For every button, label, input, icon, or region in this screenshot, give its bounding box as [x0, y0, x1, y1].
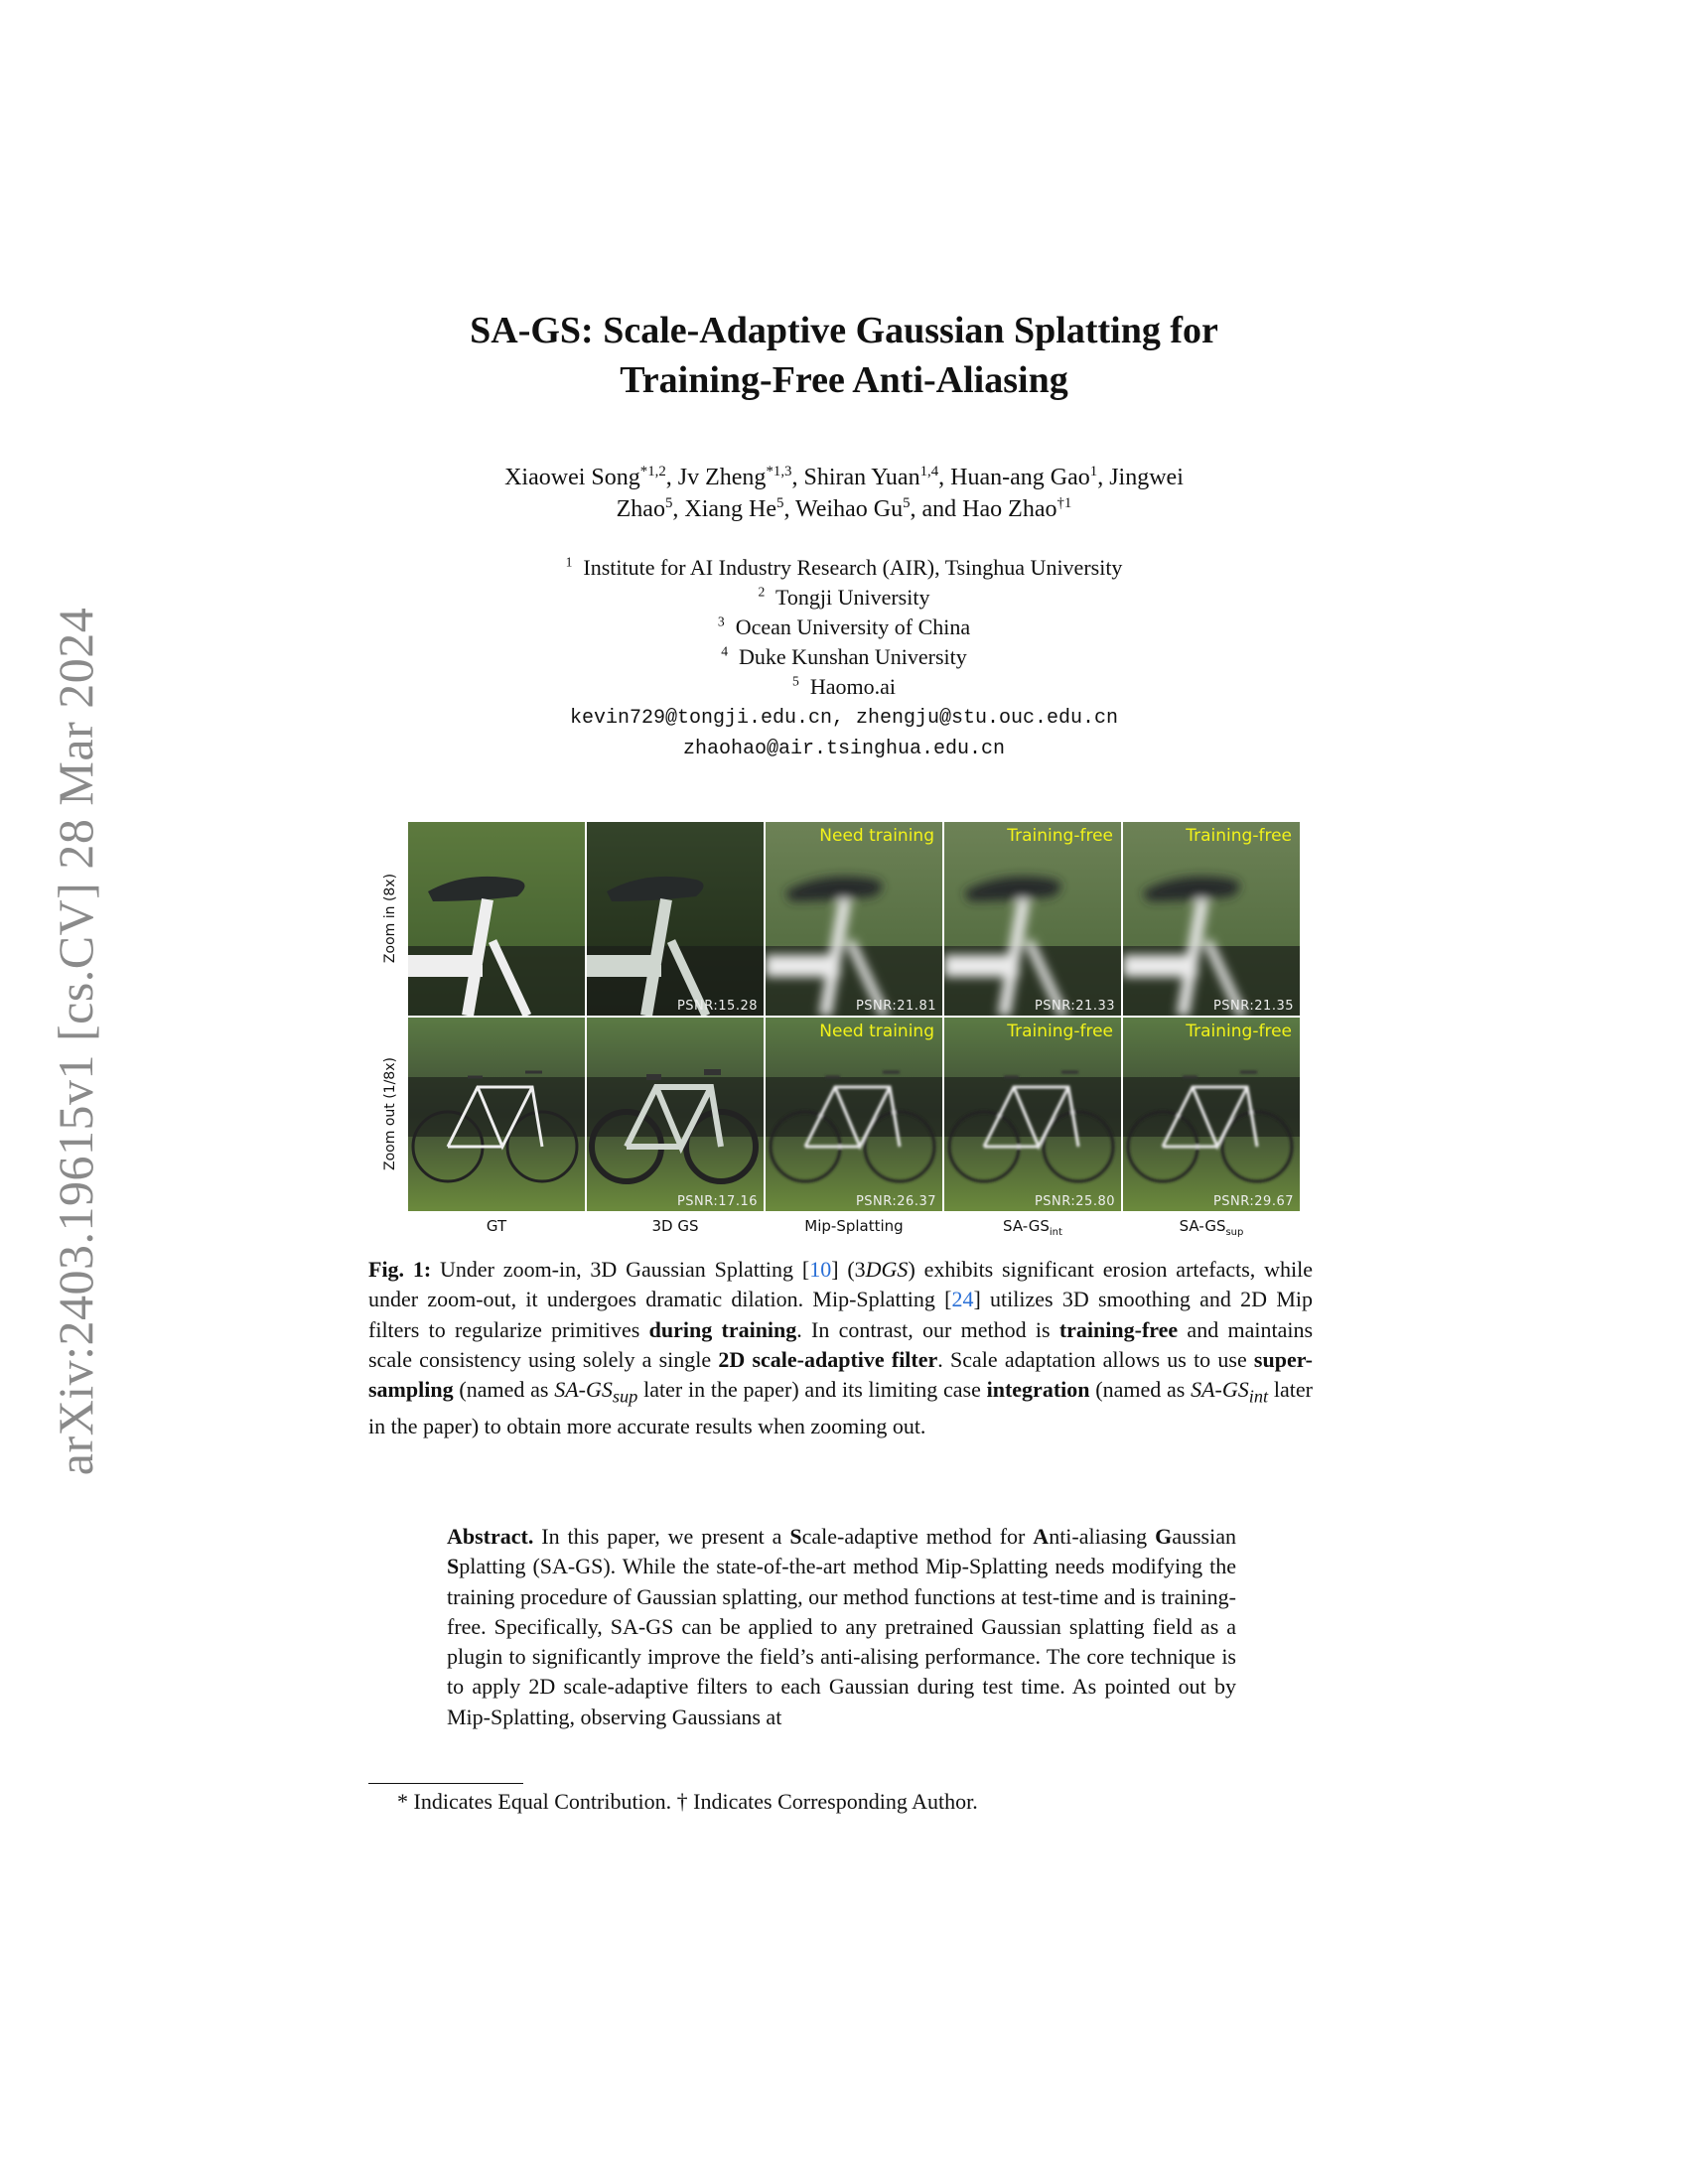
- author-affiliation-mark: 5: [776, 495, 784, 511]
- affiliations: [0, 553, 1688, 702]
- text-run: later in the paper) and its limiting case: [637, 1377, 987, 1403]
- figure-panel: [1123, 1018, 1300, 1211]
- author-affiliation-mark: †1: [1056, 495, 1072, 511]
- affiliation-name: Ocean University of China: [735, 614, 971, 639]
- bold-text: Fig. 1:: [368, 1257, 432, 1282]
- authors-line-1: [0, 462, 1688, 493]
- figure-image-grid: [408, 822, 1299, 1211]
- panel-image: [1123, 1018, 1300, 1211]
- panel-image: [408, 822, 585, 1016]
- text-run: In this paper, we present a: [533, 1524, 790, 1549]
- affiliation-number: 1: [565, 554, 573, 570]
- panel-tag: Training-free: [1186, 826, 1292, 846]
- text-run: . In contrast, our method is: [796, 1316, 1059, 1342]
- psnr-label: PSNR:29.67: [1212, 1194, 1294, 1209]
- column-label-text: Mip-Splatting: [804, 1217, 904, 1235]
- panel-image: [944, 1018, 1121, 1211]
- panel-image: [944, 822, 1121, 1016]
- authors-line-2: [0, 493, 1688, 525]
- affiliation-number: 2: [758, 584, 766, 600]
- column-label-text: GT: [486, 1217, 507, 1235]
- psnr-label: PSNR:17.16: [676, 1194, 758, 1209]
- text-run: aussian: [1172, 1524, 1236, 1549]
- author-affiliation-mark: 1: [1089, 464, 1098, 479]
- author-list: [0, 462, 1688, 525]
- italic-text: SA-GS: [1191, 1377, 1249, 1403]
- column-label: [408, 1217, 585, 1238]
- affiliation-number: 3: [717, 614, 725, 629]
- figure-caption: [368, 1255, 1313, 1441]
- figure-panel: [766, 1018, 942, 1211]
- author-name: , and Hao Zhao: [910, 496, 1057, 522]
- bold-text: 2D scale-adaptive filter: [718, 1346, 938, 1372]
- column-label: [944, 1217, 1121, 1238]
- psnr-label: PSNR:21.35: [1212, 999, 1294, 1014]
- author-affiliation-mark: *1,2: [639, 464, 666, 479]
- panel-image: [1123, 822, 1300, 1016]
- text-run: nti-aliasing: [1049, 1524, 1156, 1549]
- affiliation-name: Institute for AI Industry Research (AIR), Tsinghua University: [583, 555, 1123, 580]
- column-label-text: SA-GS: [1179, 1217, 1226, 1235]
- text-run: ] (3: [831, 1257, 866, 1282]
- figure-panel: [408, 1018, 585, 1211]
- author-affiliation-mark: 1,4: [919, 464, 939, 479]
- author-name: , Shiran Yuan: [791, 465, 920, 490]
- author-name: , Huan-ang Gao: [938, 465, 1090, 490]
- figure-panel: [766, 822, 942, 1016]
- figure-panel: [587, 1018, 764, 1211]
- bold-text: training-free: [1058, 1316, 1179, 1342]
- figure-panel: [408, 822, 585, 1016]
- author-affiliation-mark: *1,3: [766, 464, 792, 479]
- affiliation-name: Duke Kunshan University: [739, 644, 967, 669]
- author-name: , Xiang He: [672, 496, 777, 522]
- psnr-label: PSNR:21.81: [855, 999, 936, 1014]
- text-run: (named as: [1089, 1377, 1192, 1403]
- text-run: cale-adaptive method for: [801, 1524, 1034, 1549]
- row-label-zoom-out: Zoom out (1/8x): [382, 1057, 398, 1170]
- title-line-2: Training-Free Anti-Aliasing: [620, 359, 1068, 401]
- author-name: Xiaowei Song: [504, 465, 640, 490]
- italic-subscript: int: [1248, 1386, 1269, 1407]
- bold-text: integration: [986, 1377, 1090, 1403]
- panel-image: [587, 822, 764, 1016]
- italic-text: DGS: [865, 1257, 909, 1282]
- text-run: Under zoom-in, 3D Gaussian Splatting [: [431, 1257, 810, 1282]
- panel-image: [766, 1018, 942, 1211]
- panel-tag: Need training: [819, 826, 934, 846]
- text-run: platting (SA-GS). While the state-of-the-art method Mip-Splatting needs modifying the training procedure of Gaussian splatting, our method functions at test-time and is training-free. Specifically, SA-GS can be applied to any pretrained Gaussian splatting field as a plugin to significantly improve the field’s anti-alising performance. The core technique is to apply 2D scale-adaptive filters to each Gaussian during test time. As pointed out by Mip-Splatting, observing Gaussians at: [447, 1554, 1236, 1729]
- panel-image: [408, 1018, 585, 1211]
- text-run: ] utilizes 3D smoothing and 2D Mip filters to regularize primitives: [368, 1287, 1313, 1342]
- bold-text: S: [789, 1524, 802, 1549]
- column-label: [587, 1217, 764, 1238]
- text-run: (named as: [453, 1377, 555, 1403]
- column-label-subscript: int: [1049, 1227, 1062, 1238]
- text-run: ) exhibits significant erosion artefacts, while under zoom-out, it undergoes dramatic dilation. Mip-Splatting [: [368, 1257, 1313, 1312]
- affiliation: [0, 642, 1688, 672]
- author-affiliation-mark: 5: [903, 495, 911, 511]
- affiliation-name: Tongji University: [774, 585, 930, 610]
- psnr-label: PSNR:25.80: [1034, 1194, 1115, 1209]
- arxiv-stamp: arXiv:2403.19615v1 [cs.CV] 28 Mar 2024: [48, 607, 103, 1476]
- psnr-label: PSNR:26.37: [855, 1194, 936, 1209]
- figure-panel: [1123, 822, 1300, 1016]
- psnr-label: PSNR:21.33: [1034, 999, 1115, 1014]
- figure-1: [382, 822, 1299, 1238]
- column-label-subscript: sup: [1225, 1227, 1244, 1238]
- row-label-zoom-in: Zoom in (8x): [382, 873, 398, 964]
- affiliation: [0, 553, 1688, 583]
- column-label-text: 3D GS: [651, 1217, 699, 1235]
- panel-image: [587, 1018, 764, 1211]
- panel-tag: Training-free: [1007, 1022, 1113, 1041]
- figure-panel: [587, 822, 764, 1016]
- bold-text: G: [1155, 1524, 1173, 1549]
- bold-text: during training: [648, 1316, 797, 1342]
- abstract: [447, 1522, 1236, 1732]
- panel-image: [766, 822, 942, 1016]
- panel-tag: Training-free: [1186, 1022, 1292, 1041]
- email-line-2[interactable]: zhaohao@air.tsinghua.edu.cn: [682, 738, 1006, 760]
- affiliation: [0, 583, 1688, 613]
- title-line-1: SA-GS: Scale-Adaptive Gaussian Splatting for: [470, 310, 1218, 351]
- author-name: , Jingwei: [1097, 465, 1184, 490]
- panel-tag: Need training: [819, 1022, 934, 1041]
- psnr-label: PSNR:15.28: [676, 999, 758, 1014]
- paper-title: [0, 306, 1688, 405]
- panel-tag: Training-free: [1007, 826, 1113, 846]
- column-label: [1123, 1217, 1300, 1238]
- column-label-text: SA-GS: [1003, 1217, 1050, 1235]
- citation-link[interactable]: 10: [809, 1257, 832, 1282]
- bold-text: A: [1033, 1524, 1050, 1549]
- italic-text: SA-GS: [554, 1377, 613, 1403]
- bold-text: S: [447, 1554, 460, 1579]
- email-line-1[interactable]: kevin729@tongji.edu.cn, zhengju@stu.ouc.edu.cn: [569, 707, 1119, 730]
- affiliation-number: 4: [721, 643, 729, 659]
- figure-panel: [944, 822, 1121, 1016]
- affiliation: [0, 672, 1688, 702]
- affiliation-name: Haomo.ai: [809, 674, 896, 699]
- footnote: * Indicates Equal Contribution. † Indicates Corresponding Author.: [397, 1789, 978, 1814]
- text-run: and maintains scale consistency using solely a single: [368, 1316, 1314, 1372]
- author-name: , Weihao Gu: [783, 496, 904, 522]
- text-run: later in the paper) to obtain more accurate results when zooming out.: [368, 1377, 1313, 1438]
- footnote-rule: [368, 1783, 523, 1784]
- affiliation-number: 5: [792, 673, 799, 689]
- figure-panel: [944, 1018, 1121, 1211]
- figure-column-labels: [408, 1217, 1299, 1238]
- column-label: [766, 1217, 942, 1238]
- author-name: Zhao: [616, 496, 665, 522]
- bold-text: Abstract.: [447, 1524, 534, 1549]
- italic-subscript: sup: [612, 1386, 638, 1407]
- emails: [0, 703, 1688, 764]
- author-affiliation-mark: 5: [664, 495, 673, 511]
- author-name: , Jv Zheng: [665, 465, 767, 490]
- citation-link[interactable]: 24: [951, 1287, 974, 1312]
- bold-text: super-sampling: [368, 1346, 1313, 1403]
- affiliation: [0, 613, 1688, 642]
- text-run: . Scale adaptation allows us to use: [937, 1346, 1254, 1372]
